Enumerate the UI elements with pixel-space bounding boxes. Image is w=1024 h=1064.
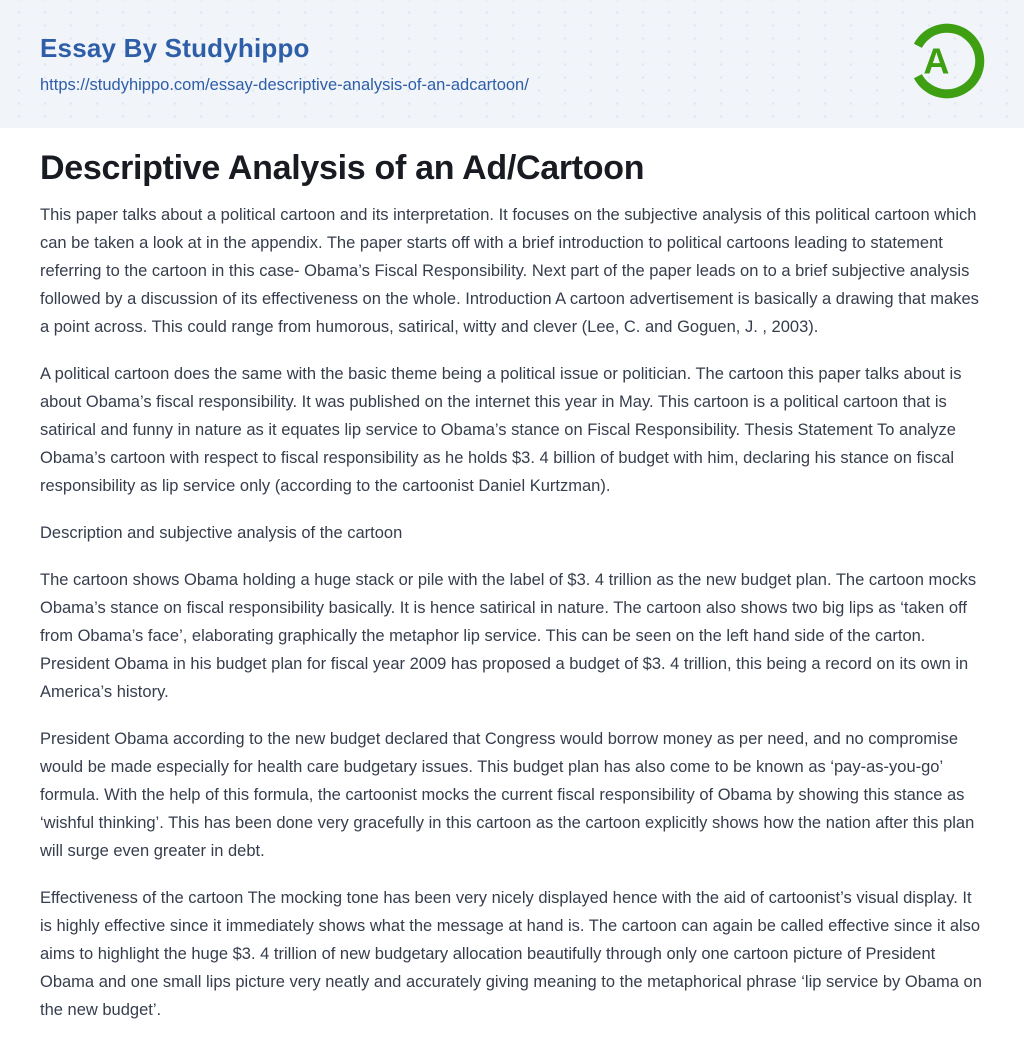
site-title: Essay By Studyhippo bbox=[40, 33, 310, 63]
article bbox=[0, 128, 1024, 1064]
paragraph-budget-formula: President Obama according to the new budget declared that Congress would borrow money as per need, and no compromise would be made especially for health care budgetary issues. This budget plan has also come to be known as ‘pay-as-you-go’ formula. With the help of this formula, the cartoonist mocks the current fiscal responsibility of Obama by showing this stance as ‘wishful thinking’. This has been done very gracefully in this cartoon as the cartoon explicitly shows how the nation after this plan will surge even greater in debt. bbox=[40, 730, 975, 861]
page-title: Descriptive Analysis of an Ad/Cartoon bbox=[40, 149, 645, 187]
essay-url-link[interactable]: https://studyhippo.com/essay-descriptive-analysis-of-an-adcartoon/ bbox=[40, 75, 529, 94]
paragraph-effectiveness: Effectiveness of the cartoon The mocking tone has been very nicely displayed hence with the aid of cartoonist’s visual display. It is highly effective since it immediately shows what the message at hand is. The cartoon can again be called effective since it also aims to highlight the huge $3. 4 trillion of new budgetary allocation beautifully through only one cartoon picture of President Obama and one small lips picture very neatly and accurately giving meaning to the metaphorical phrase ‘lip service by Obama on the new budget’. bbox=[40, 889, 982, 1020]
studyhippo-logo-icon bbox=[906, 20, 988, 102]
paragraph-cartoon-description: The cartoon shows Obama holding a huge stack or pile with the label of $3. 4 trillion as the new budget plan. The cartoon mocks Obama’s stance on fiscal responsibility basically. It is hence satirical in nature. The cartoon also shows two big lips as ‘taken off from Obama’s face’, elaborating graphically the metaphor lip service. This can be seen on the left hand side of the carton. President Obama in his budget plan for fiscal year 2009 has proposed a budget of $3. 4 trillion, this being a record on its own in America’s history. bbox=[40, 571, 977, 702]
paragraph-intro: This paper talks about a political cartoon and its interpretation. It focuses on the subjective analysis of this political cartoon which can be taken a look at in the appendix. The paper starts off with a brief introduction to political cartoons leading to statement referring to the cartoon in this case- Obama’s Fiscal Responsibility. Next part of the paper leads on to a brief subjective analysis followed by a discussion of its effectiveness on the whole. Introduction A cartoon advertisement is basically a drawing that makes a point across. This could range from humorous, satirical, witty and clever (Lee, C. and Goguen, J. , 2003). bbox=[40, 206, 979, 337]
paragraph-thesis: A political cartoon does the same with the basic theme being a political issue or politician. The cartoon this paper talks about is about Obama’s fiscal responsibility. It was published on the internet this year in May. This cartoon is a political cartoon that is satirical and funny in nature as it equates lip service to Obama’s stance on Fiscal Responsibility. Thesis Statement To analyze Obama’s cartoon with respect to fiscal responsibility as he holds $3. 4 billion of budget with him, declaring his stance on fiscal responsibility as lip service only (according to the cartoonist Daniel Kurtzman). bbox=[40, 365, 962, 496]
section-line-description: Description and subjective analysis of the cartoon bbox=[40, 524, 403, 543]
header bbox=[0, 0, 1024, 128]
logo-letter: A bbox=[923, 40, 950, 82]
